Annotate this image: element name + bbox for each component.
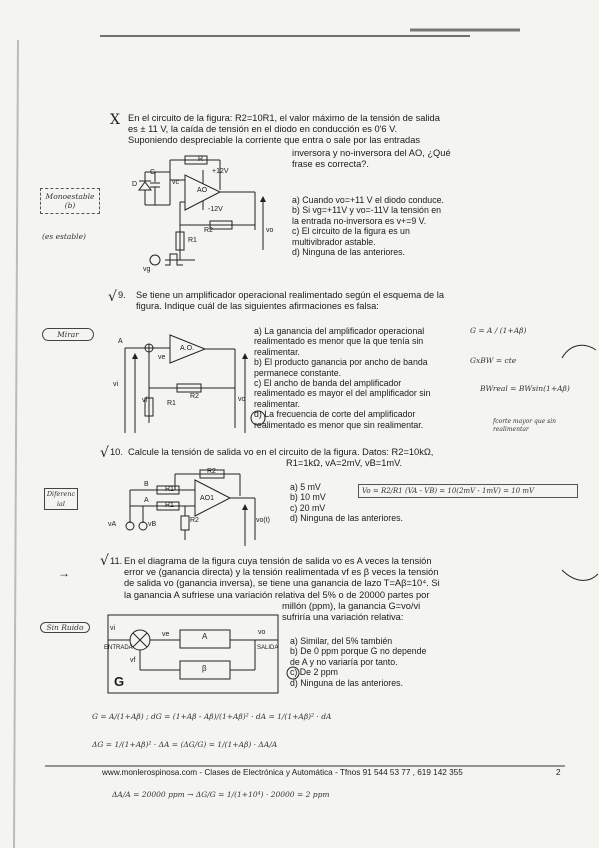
option-c: c) 20 mV	[290, 502, 326, 513]
label-plus12: +12V	[212, 168, 229, 175]
question-mark: √	[100, 553, 109, 569]
label-C: C	[150, 169, 156, 176]
margin-note: Sin Ruido	[40, 622, 90, 633]
option-b: b) 10 mV	[290, 492, 326, 503]
question-number: 11.	[110, 556, 123, 566]
question-8-text: En el circuito de la figura: R2=10R1, el valor máximo de la tensión de salida es ± 11 V, la caída de tensión en el diodo en conducción es 0'6 V. Suponiendo despreciable la corriente que entra o sale por las entradas	[128, 113, 440, 146]
label-R1: R1	[165, 502, 174, 509]
option-a: a) Similar, del 5% también	[290, 636, 393, 646]
question-9-options: a) La ganancia del amplificador operacional realimentado es menor que la que tenía sin realimentar. b) El producto ganancia por ancho de banda permanece constante. c) El ancho de banda del amplificador realimentado es mayor el del amplificador sin realimentar. d) La frecuencia de corte del amplificador realimentado es menor que sin realimentar.	[254, 326, 484, 430]
label-R1: R1	[165, 486, 174, 493]
question-number: 10.	[110, 447, 123, 457]
option-d: d) Ninguna de las anteriores.	[292, 247, 405, 258]
label-entrada: ENTRADA	[104, 645, 133, 651]
circuit-diagram-q10	[105, 468, 265, 548]
question-mark: √	[100, 445, 109, 461]
label-R2: R2	[190, 393, 199, 400]
label-R2: R2	[207, 468, 216, 475]
margin-scribble	[560, 560, 599, 590]
label-vA: vA	[108, 521, 117, 528]
label-vB: vB	[148, 521, 157, 528]
label-vo: vo	[238, 396, 246, 403]
label-vo: vo	[266, 227, 274, 234]
label-vo: vo	[258, 629, 266, 636]
option-d: d) La frecuencia de corte del amplificador	[254, 409, 416, 420]
margin-note: Mirar	[42, 328, 94, 341]
option-b: b) El producto ganancia por ancho de banda	[254, 357, 428, 368]
label-R1: R1	[167, 400, 176, 407]
label-beta: β	[202, 664, 207, 673]
label-minus12: -12V	[208, 206, 223, 213]
label-vi: vi	[113, 381, 119, 388]
option-c: c) De 2 ppm	[290, 667, 338, 678]
question-10-text: Calcule la tensión de salida vo en el circuito de la figura. Datos: R2=10kΩ, R1=1kΩ, vA=2mV, vB=1mV.	[128, 447, 434, 469]
label-vc: vc	[172, 179, 179, 186]
label-ve: ve	[158, 354, 166, 361]
question-8-options: a) Cuando vo=+11 V el diodo conduce. b) Si vg=+11V y vo=-11V la tensión en la entrada no-inversora es v+=9 V. c) El circuito de la figura es un multivibrador astable. d) Ninguna de las anteriores.	[292, 195, 492, 257]
question-11-text: En el diagrama de la figura cuya tensión de salida vo es A veces la tensión error ve (ganancia directa) y la tensión realimentada vf es β veces la tensión de salida vo (ganancia inversa), se tiene una ganancia de lazo T=Aβ=10⁴. Si la ganancia A sufriese una variación relativa del 5% o de 20000 partes por	[124, 556, 440, 600]
label-ao: A.O.	[180, 345, 195, 352]
handwritten-derivation: G = A/(1+Aβ) ; dG = (1+Aβ - Aβ)/(1+Aβ)² · dA = 1/(1+Aβ)² · dA	[92, 712, 332, 721]
margin-note: Monoestable (b)	[40, 188, 100, 214]
handwritten-note: BWreal = BWsin(1+Aβ)	[480, 384, 570, 393]
option-d: d) Ninguna de las anteriores.	[290, 513, 403, 524]
question-mark: X	[110, 112, 120, 128]
handwritten-calculation: Vo = R2/R1 (VA - VB) = 10(2mV - 1mV) = 10 mV	[358, 484, 578, 498]
option-a: a) Cuando vo=+11 V el diodo conduce.	[292, 195, 444, 205]
question-11-options: a) Similar, del 5% también b) De 0 ppm porque G no depende de A y no variaría por tanto. c) De 2 ppm d) Ninguna de las anteriores.	[290, 636, 470, 688]
option-b: b) De 0 ppm porque G no depende	[290, 646, 427, 657]
option-b: b) Si vg=+11V y vo=-11V la tensión en	[292, 205, 442, 216]
label-A: A	[202, 632, 208, 641]
label-R2: R2	[204, 227, 213, 234]
label-vf: vf	[130, 657, 136, 664]
handwritten-note: G = A / (1+Aβ)	[470, 326, 527, 335]
page-number: 2	[556, 768, 561, 777]
header-rule	[0, 0, 599, 40]
label-vf: vf	[142, 397, 148, 404]
label-R1: R1	[188, 237, 197, 244]
arrow-icon: →	[58, 566, 70, 580]
label-salida: SALIDA	[257, 645, 279, 651]
question-number: 9.	[118, 290, 126, 300]
label-vo: vo(t)	[256, 517, 270, 524]
label-D: D	[132, 181, 138, 188]
label-ao: AO	[197, 187, 208, 194]
label-vi: vi	[110, 625, 116, 632]
option-d: d) Ninguna de las anteriores.	[290, 677, 403, 688]
option-c: c) El circuito de la figura es un	[292, 226, 410, 237]
label-ve: ve	[162, 631, 170, 638]
handwritten-derivation: ΔA/A = 20000 ppm → ΔG/G = 1/(1+10⁴) · 20000 = 2 ppm	[112, 790, 330, 799]
answer-circle	[286, 666, 302, 682]
option-a: a) 5 mV	[290, 482, 321, 492]
option-a: a) La ganancia del amplificador operacional	[254, 326, 425, 336]
question-mark: √	[108, 289, 117, 305]
question-9-text: Se tiene un amplificador operacional realimentado según el esquema de la figura. Indique cuál de las siguientes afirmaciones es falsa:	[136, 290, 445, 312]
handwritten-derivation: ΔG = 1/(1+Aβ)² · ΔA = (ΔG/G) = 1/(1+Aβ) · ΔA/A	[92, 740, 278, 749]
option-c: c) El ancho de banda del amplificador	[254, 378, 402, 389]
handwritten-note: GxBW = cte	[470, 356, 517, 365]
margin-scribble	[560, 340, 599, 370]
label-R2: R2	[190, 517, 199, 524]
margin-note: Diferenc ial	[44, 488, 78, 510]
label-A: A	[118, 338, 123, 345]
question-11-text-cont: millón (ppm), la ganancia G=vo/vi sufriría una variación relativa:	[282, 601, 421, 623]
margin-note-2: (es estable)	[42, 232, 86, 241]
label-ao1: AO1	[200, 495, 215, 502]
footer-text: www.monlerospinosa.com - Clases de Electrónica y Automática - Tfnos 91 544 53 77 , 619 142 355	[102, 768, 463, 777]
question-8-text-cont: inversora y no-inversora del AO, ¿Qué frase es correcta?.	[292, 148, 451, 170]
label-A: A	[144, 497, 149, 504]
label-G: G	[114, 674, 125, 689]
label-vg: vg	[143, 266, 151, 273]
label-B: B	[144, 481, 149, 488]
label-R: R	[198, 156, 204, 163]
handwritten-note: fcorte mayor que sin realimentar	[493, 418, 556, 433]
